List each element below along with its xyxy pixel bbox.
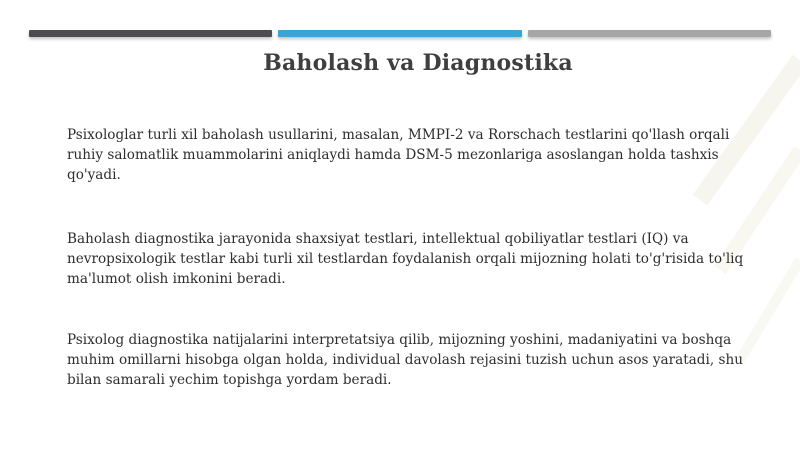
paragraph-1: Psixologlar turli xil baholash usullarini, masalan, MMPI-2 va Rorschach testlarini qo'llash orqali ruhiy salomatlik muammolarini aniqlaydi hamda DSM-5 mezonlariga asoslangan holda tashxis qo'yadi. [67, 127, 730, 183]
slide-title: Baholash va Diagnostika [263, 50, 573, 76]
header-bar-gray [528, 30, 771, 37]
paragraph-2: Baholash diagnostika jarayonida shaxsiyat testlari, intellektual qobiliyatlar testlari (IQ) va nevropsixologik testlar kabi turli xil testlardan foydalanish orqali mijozning holati to'g'risida to'liq ma'lumot olish imkonini beradi. [67, 231, 744, 287]
header-bar-dark [29, 30, 272, 37]
paragraph-3: Psixolog diagnostika natijalarini interpretatsiya qilib, mijozning yoshini, madaniyatini va boshqa muhim omillarni hisobga olgan holda, individual davolash rejasini tuzish uchun asos yaratadi, shu bilan samarali yechim topishga yordam beradi. [67, 332, 743, 388]
header-bars [29, 30, 771, 38]
header-bar-blue [278, 30, 522, 37]
